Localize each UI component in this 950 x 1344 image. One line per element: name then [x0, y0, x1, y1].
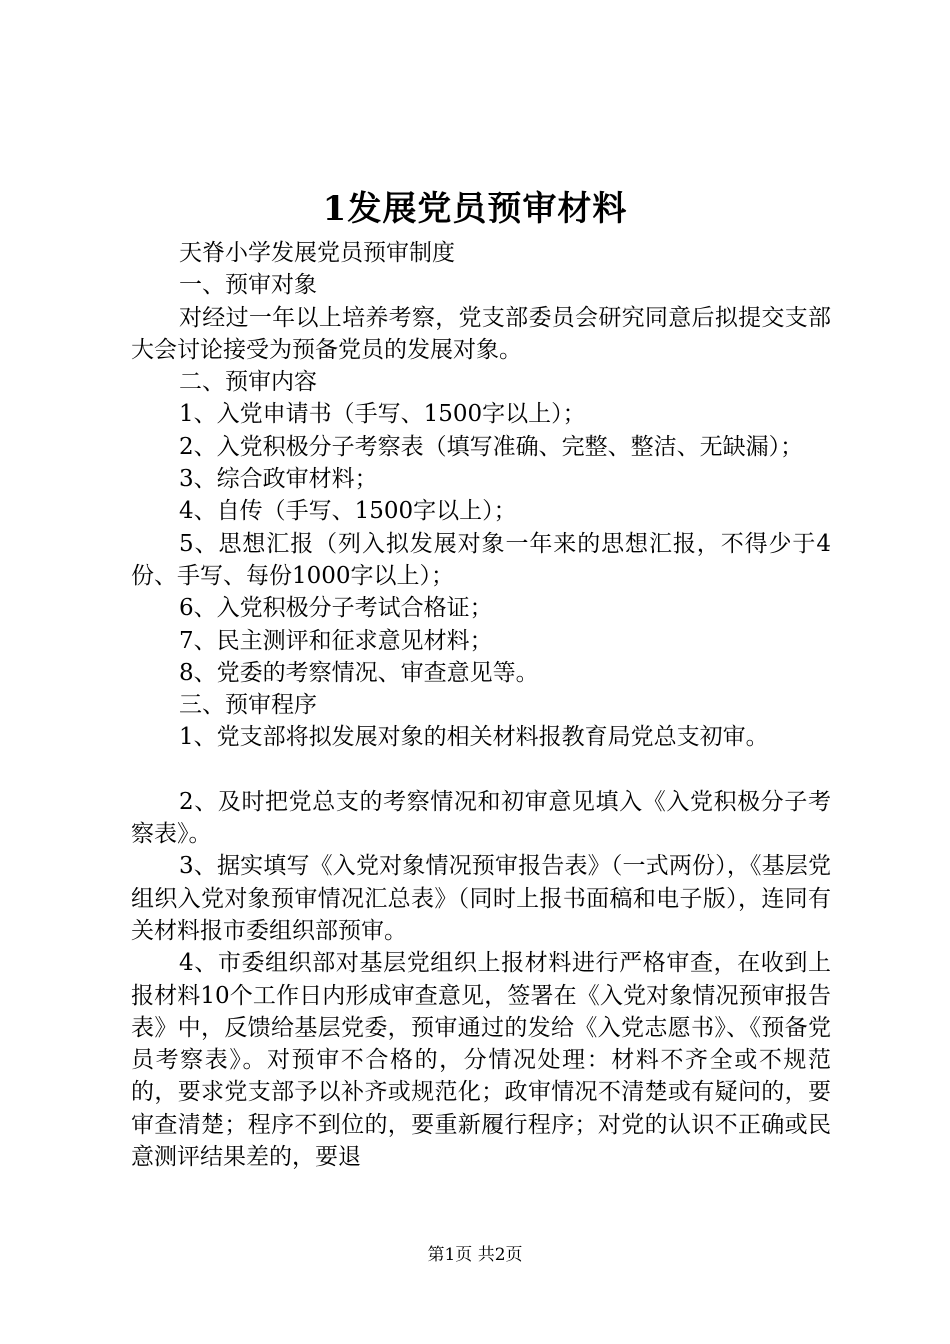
paragraph-gap: [131, 754, 831, 786]
list-item-content-7: 7、民主测评和征求意见材料；: [179, 627, 493, 654]
heading-review-procedure: 三、预审程序: [179, 692, 317, 719]
document-title: 1发展党员预审材料: [322, 189, 628, 229]
list-item-content-3: 3、综合政审材料；: [179, 466, 378, 493]
list-item-content-6: 6、入党积极分子考试合格证；: [179, 595, 493, 622]
list-item-procedure-3: 3、据实填写《入党对象情况预审报告表》（一式两份），《基层党组织入党对象预审情况汇总表》（同时上报书面稿和电子版），连同有关材料报市委组织部预审。: [131, 853, 831, 944]
list-item-content-2: 2、入党积极分子考察表（填写准确、完整、整洁、无缺漏）；: [179, 433, 804, 460]
list-item-content-8: 8、党委的考察情况、审查意见等。: [179, 659, 539, 686]
list-item-content-4: 4、自传（手写、1500字以上）；: [179, 498, 517, 525]
paragraph-school-system: 天脊小学发展党员预审制度: [179, 240, 455, 266]
list-item-procedure-1: 1、党支部将拟发展对象的相关材料报教育局党总支初审。: [179, 724, 769, 751]
list-item-content-1: 1、入党申请书（手写、1500字以上）；: [179, 401, 586, 428]
document-body: [131, 237, 831, 1173]
paragraph-review-target: 对经过一年以上培养考察，党支部委员会研究同意后拟提交支部大会讨论接受为预备党员的发展对象。: [131, 304, 831, 363]
list-item-procedure-2: 2、及时把党总支的考察情况和初审意见填入《入党积极分子考察表》。: [131, 788, 831, 848]
heading-review-target: 一、预审对象: [179, 272, 317, 299]
page-footer: 第1页 共2页: [427, 1245, 523, 1265]
list-item-procedure-4: 4、市委组织部对基层党组织上报材料进行严格审查，在收到上报材料10个工作日内形成审查意见，签署在《入党对象情况预审报告表》中，反馈给基层党委，预审通过的发给《入党志愿书》、《预备党员考察表》。对预审不合格的，分情况处理：材料不齐全或不规范的，要求党支部予以补齐或规范化；政审情况不清楚或有疑问的，要审查清楚；程序不到位的，要重新履行程序；对党的认识不正确或民意测评结果差的，要退: [131, 950, 831, 1171]
heading-review-content: 二、预审内容: [179, 369, 317, 396]
list-item-content-5: 5、思想汇报（列入拟发展对象一年来的思想汇报，不得少于4份、手写、每份1000字以上）；: [131, 530, 831, 589]
